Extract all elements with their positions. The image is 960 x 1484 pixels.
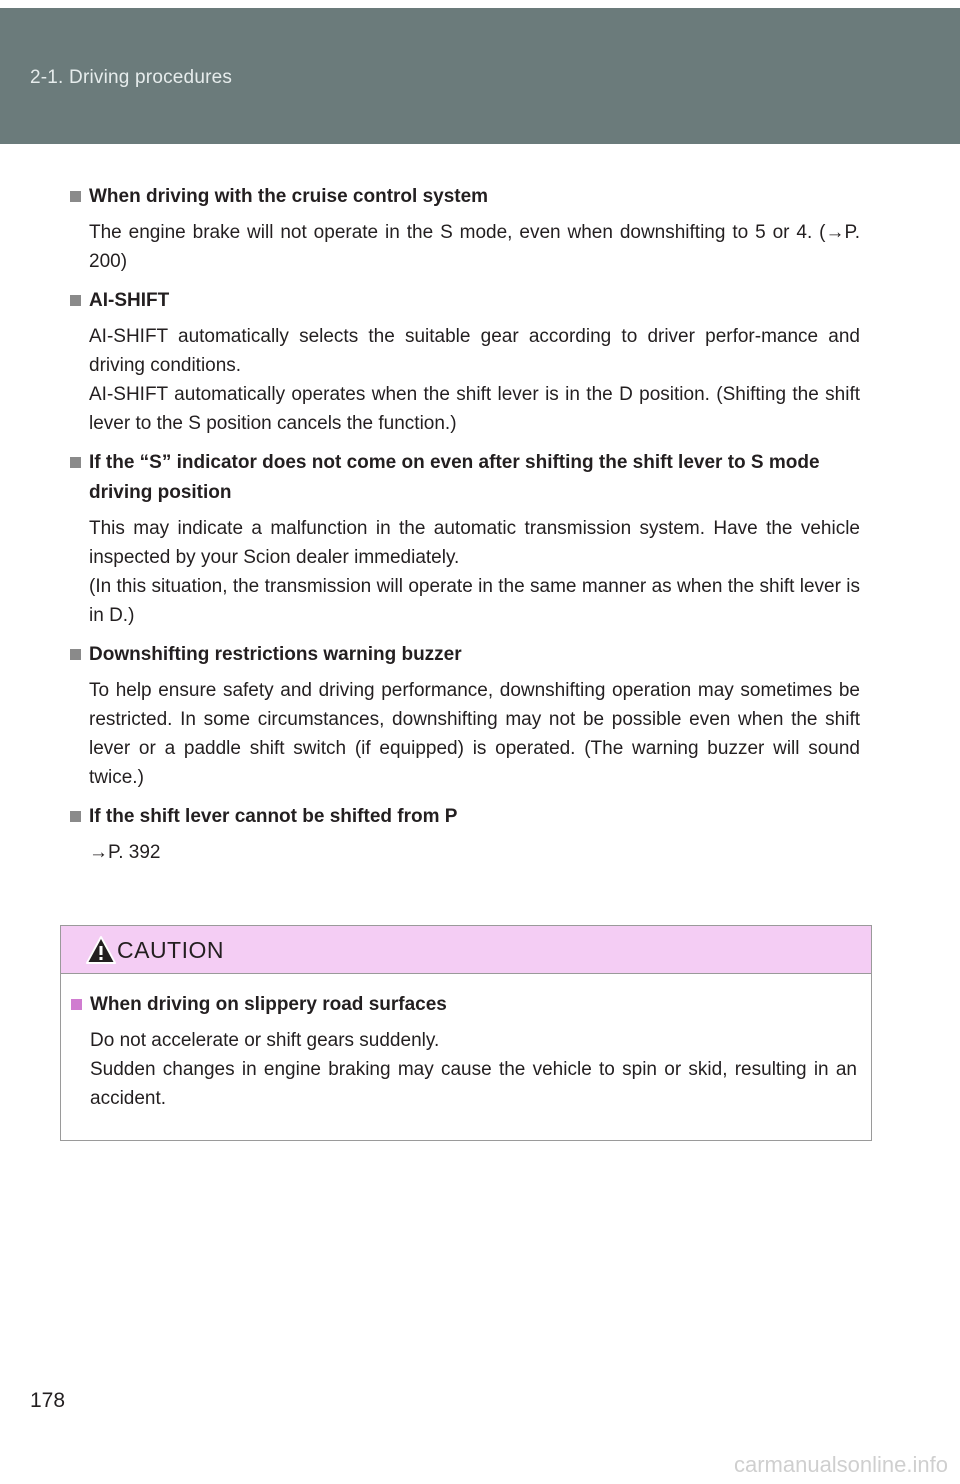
paragraph: The engine brake will not operate in the S mode, even when downshifting to 5 or 4. (→P. 200) [89, 222, 860, 272]
section-heading-text: When driving with the cruise control system [89, 186, 489, 207]
section-body [70, 676, 860, 792]
caution-text [71, 1026, 857, 1113]
page-content [70, 182, 860, 877]
paragraph: AI-SHIFT automatically operates when the shift lever is in the D position. (Shifting the shift lever to the S position cancels the function.) [89, 384, 860, 434]
section-heading [70, 182, 860, 212]
paragraph: Sudden changes in engine braking may cause the vehicle to spin or skid, resulting in an accident. [90, 1059, 857, 1109]
section-heading-text: If the “S” indicator does not come on even after shifting the shift lever to S mode driving position [89, 452, 820, 503]
square-bullet-icon [70, 295, 81, 306]
section-heading-text: If the shift lever cannot be shifted from P [89, 806, 458, 827]
caution-heading-text: When driving on slippery road surfaces [90, 994, 447, 1015]
section-body [70, 838, 860, 867]
section-title: 2-1. Driving procedures [30, 67, 233, 88]
paragraph: Do not accelerate or shift gears suddenly. [90, 1030, 440, 1051]
section-downshift-buzzer [70, 640, 860, 792]
section-ai-shift [70, 286, 860, 438]
square-bullet-icon [70, 649, 81, 660]
paragraph: This may indicate a malfunction in the automatic transmission system. Have the vehicle inspected by your Scion dealer immediately. [89, 518, 860, 568]
section-shift-from-p [70, 802, 860, 867]
section-s-indicator [70, 448, 860, 630]
square-bullet-icon [71, 999, 82, 1010]
paragraph: To help ensure safety and driving performance, downshifting operation may sometimes be restricted. In some circumstances, downshifting may not be possible even when the shift lever or a paddle shift switch (if equipped) is operated. (The warning buzzer will sound twice.) [89, 680, 860, 788]
section-heading [70, 448, 860, 508]
section-heading-text: Downshifting restrictions warning buzzer [89, 644, 462, 665]
square-bullet-icon [70, 191, 81, 202]
paragraph: (In this situation, the transmission will operate in the same manner as when the shift lever is in D.) [89, 576, 860, 626]
caution-heading [71, 990, 857, 1020]
caution-label: CAUTION [117, 937, 224, 963]
caution-box [60, 925, 872, 1141]
page-number: 178 [30, 1389, 66, 1412]
paragraph: AI-SHIFT automatically selects the suitable gear according to driver perfor-mance and driving conditions. [89, 326, 860, 376]
section-body [70, 322, 860, 438]
section-cruise-control [70, 182, 860, 276]
section-body [70, 514, 860, 630]
section-heading-text: AI-SHIFT [89, 290, 170, 311]
page-reference-link[interactable]: →P. 392 [89, 842, 161, 863]
section-heading [70, 286, 860, 316]
section-heading [70, 802, 860, 832]
square-bullet-icon [70, 457, 81, 468]
caution-header [61, 926, 871, 974]
caution-body [61, 974, 871, 1113]
section-body [70, 218, 860, 276]
watermark: carmanualsonline.info [733, 1452, 948, 1477]
warning-triangle-icon [85, 935, 117, 965]
section-heading [70, 640, 860, 670]
square-bullet-icon [70, 811, 81, 822]
page-header-band [0, 8, 960, 144]
